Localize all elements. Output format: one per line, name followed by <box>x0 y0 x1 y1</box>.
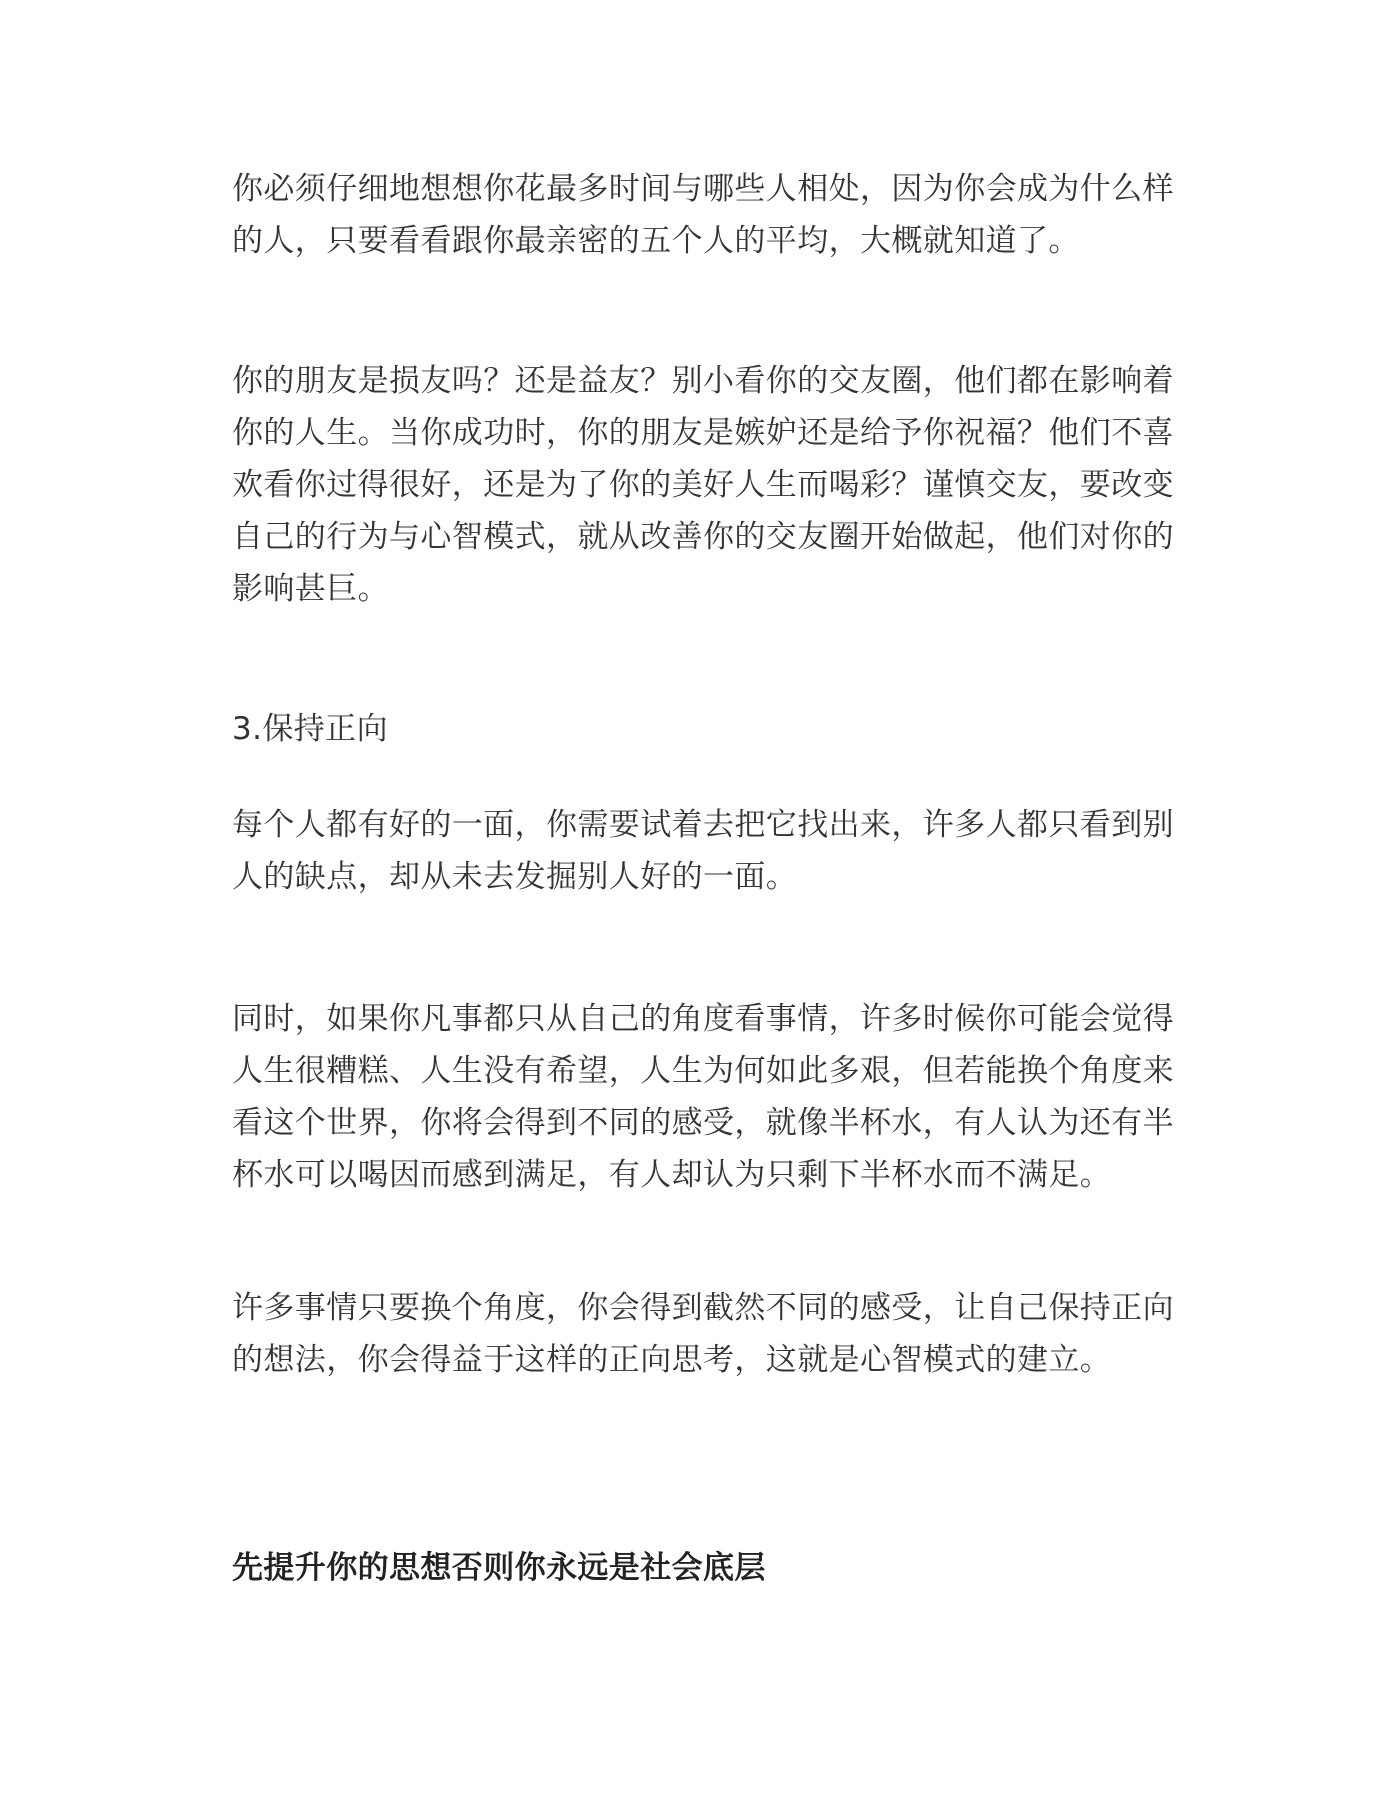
text-line: 许多事情只要换个角度，你会得到截然不同的感受，让自己保持正向 <box>232 1290 1174 1326</box>
text-line: 每个人都有好的一面，你需要试着去把它找出来，许多人都只看到别 <box>232 807 1174 843</box>
text-line: 你的朋友是损友吗？还是益友？别小看你的交友圈，他们都在影响着 <box>232 363 1174 399</box>
paragraph-5 <box>232 1282 1174 1386</box>
text-line: 人的缺点，却从未去发掘别人好的一面。 <box>232 859 798 895</box>
paragraph-2 <box>232 355 1174 615</box>
text-line: 欢看你过得很好，还是为了你的美好人生而喝彩？谨慎交友，要改变 <box>232 467 1174 503</box>
text-line: 看这个世界，你将会得到不同的感受，就像半杯水，有人认为还有半 <box>232 1105 1174 1141</box>
text-line: 的想法，你会得益于这样的正向思考，这就是心智模式的建立。 <box>232 1342 1112 1378</box>
section-title <box>232 703 1152 755</box>
heading-text: 先提升你的思想否则你永远是社会底层 <box>232 1550 766 1586</box>
text-line: 你的人生。当你成功时，你的朋友是嫉妒还是给予你祝福？他们不喜 <box>232 415 1174 451</box>
text-line: 自己的行为与心智模式，就从改善你的交友圈开始做起，他们对你的 <box>232 519 1174 555</box>
paragraph-4 <box>232 993 1174 1201</box>
text-line: 杯水可以喝因而感到满足，有人却认为只剩下半杯水而不满足。 <box>232 1157 1112 1193</box>
text-line: 同时，如果你凡事都只从自己的角度看事情，许多时候你可能会觉得 <box>232 1001 1174 1037</box>
text-line: 影响甚巨。 <box>232 571 389 607</box>
section-title-text: 3.保持正向 <box>232 711 388 747</box>
text-line: 的人，只要看看跟你最亲密的五个人的平均，大概就知道了。 <box>232 223 1080 259</box>
text-line: 人生很糟糕、人生没有希望，人生为何如此多艰，但若能换个角度来 <box>232 1053 1174 1089</box>
text-line: 你必须仔细地想想你花最多时间与哪些人相处，因为你会成为什么样 <box>232 171 1174 207</box>
paragraph-1 <box>232 163 1174 267</box>
paragraph-3 <box>232 799 1174 903</box>
bold-heading <box>232 1542 1152 1594</box>
